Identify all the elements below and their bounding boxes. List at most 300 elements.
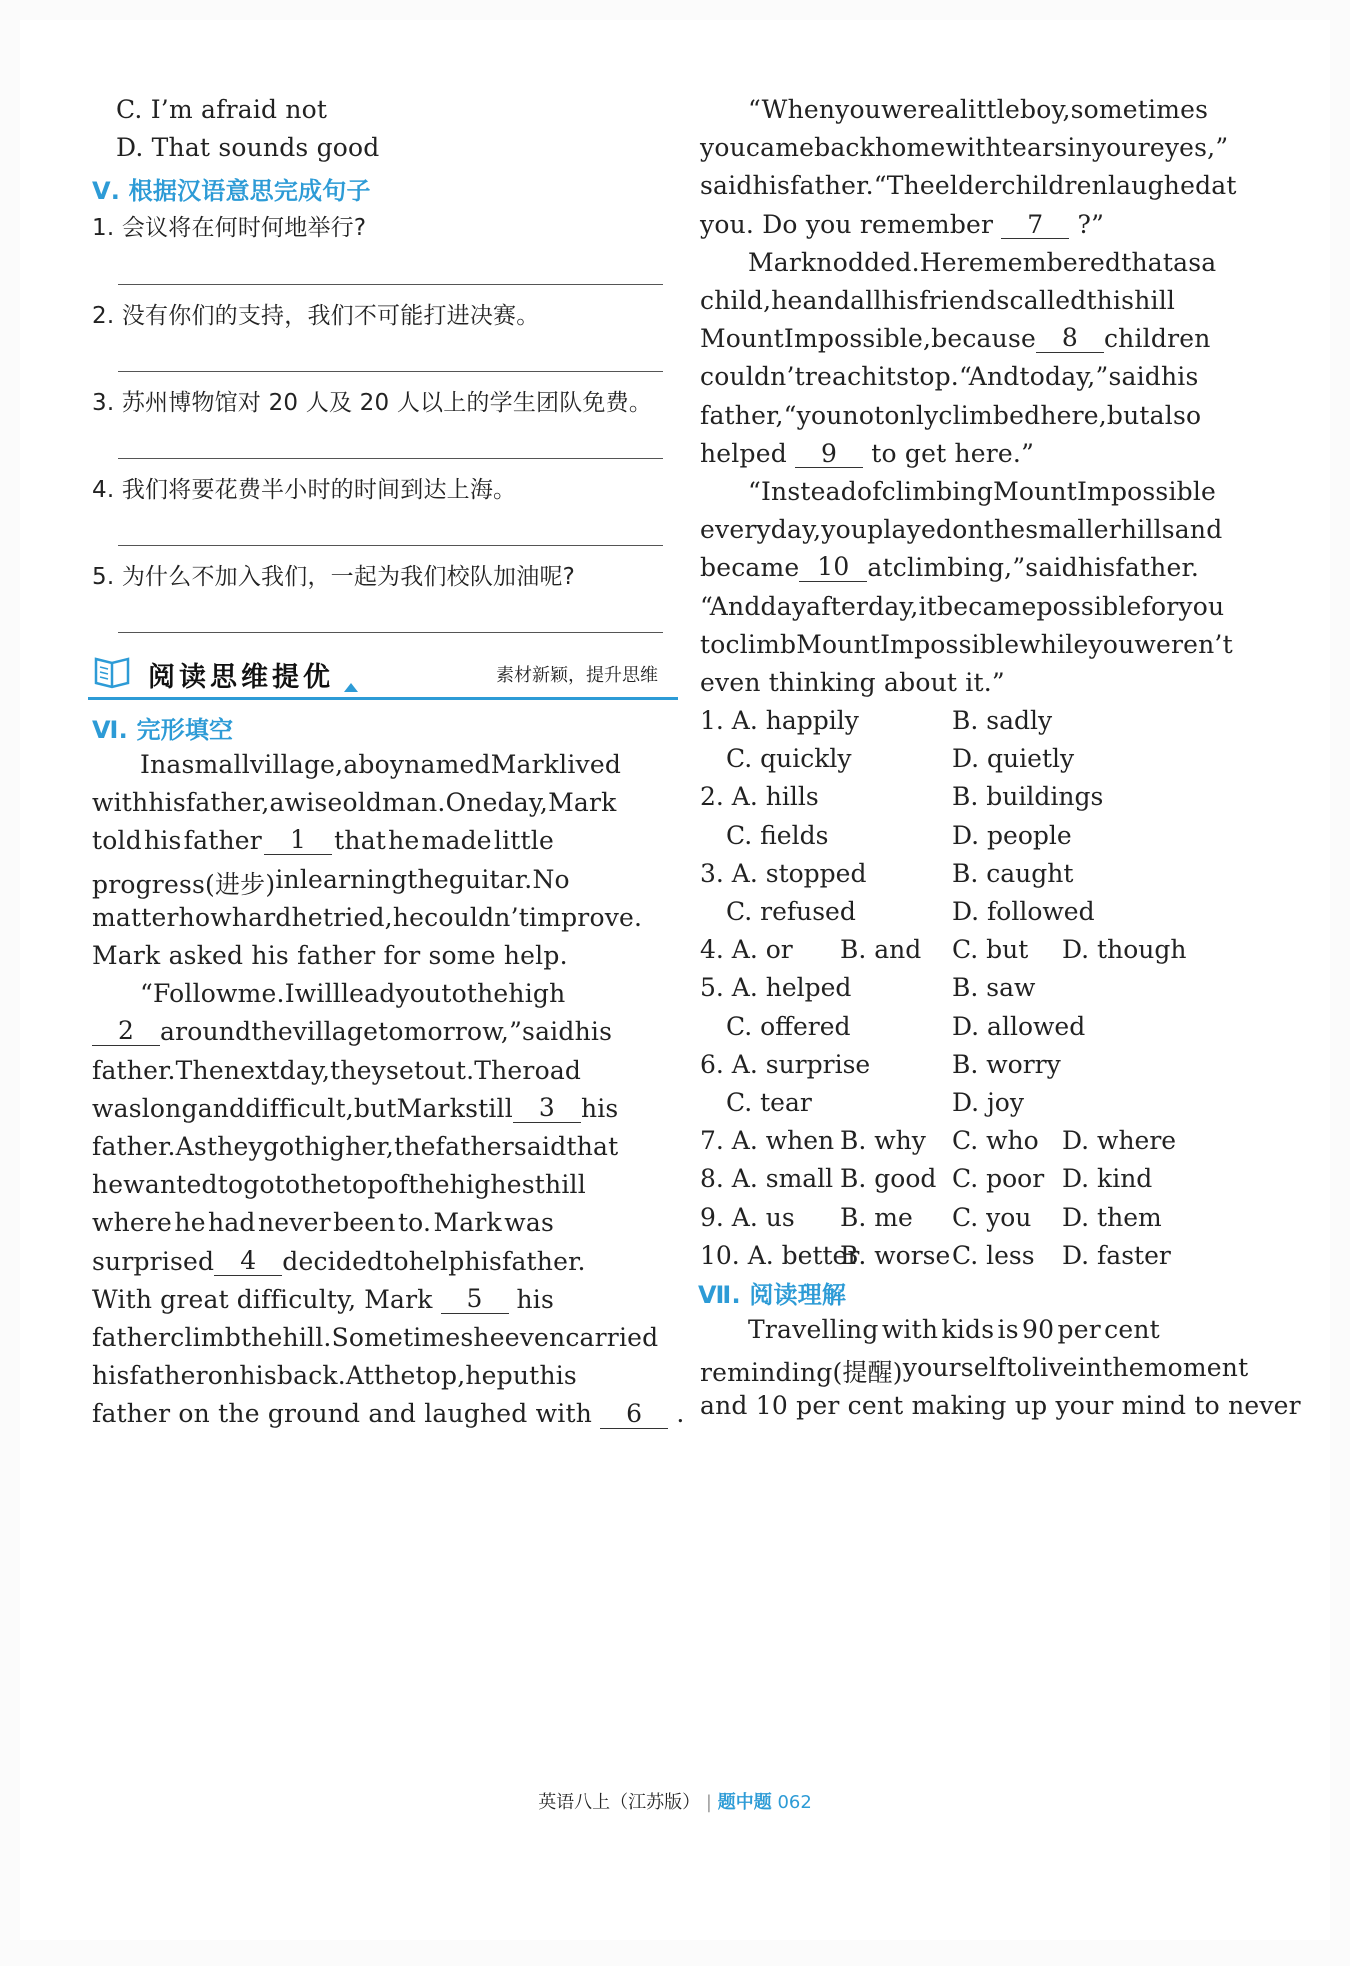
passage-word: with — [535, 1399, 592, 1429]
passage-word: of — [856, 477, 882, 506]
passage-line — [92, 826, 554, 855]
passage-word: father — [92, 1323, 171, 1352]
passage-word: to. — [397, 1208, 432, 1238]
passage-word: hard — [231, 902, 292, 932]
passage-word: kids — [941, 1315, 995, 1344]
passage-word: said — [1025, 553, 1078, 583]
passage-word: how — [178, 902, 232, 932]
passage-word: asked — [168, 941, 244, 970]
passage-line — [748, 247, 1217, 277]
answer-line-1 — [118, 284, 663, 285]
passage-word: live — [1031, 1353, 1078, 1383]
passage-line — [700, 133, 1229, 163]
passage-word: sometimes — [1070, 95, 1209, 124]
passage-word: Mark — [548, 788, 617, 818]
passage-word: today,” — [1019, 362, 1109, 392]
passage-word: put — [496, 1361, 540, 1391]
passage-word: a — [944, 95, 960, 124]
option-choice[interactable]: B. and — [840, 935, 922, 965]
option-choice[interactable]: C. less — [952, 1240, 1035, 1270]
passage-line — [748, 95, 1209, 124]
passage-word: I — [284, 979, 295, 1009]
passage-line — [92, 1245, 586, 1276]
passage-word: the — [407, 864, 449, 894]
passage-line — [700, 552, 1200, 583]
passage-line — [92, 1285, 554, 1314]
passage-line — [700, 1353, 1249, 1389]
passage-word: help — [408, 1246, 465, 1276]
passage-word: that — [1121, 247, 1174, 277]
passage-word: and — [368, 1399, 417, 1429]
section7-title: Ⅶ. 阅读理解 — [698, 1281, 847, 1309]
passage-word: difficulty, — [236, 1284, 357, 1314]
page — [20, 20, 1330, 1940]
passage-word: great — [160, 1284, 229, 1314]
option-choice[interactable]: 5. A. helped — [700, 973, 852, 1003]
passage-word: the — [983, 515, 1026, 545]
passage-line — [700, 668, 1005, 697]
option-choice[interactable]: B. worry — [952, 1049, 1061, 1079]
passage-word: the — [373, 1361, 416, 1391]
passage-word: lead — [340, 979, 396, 1009]
answer-line-5 — [118, 632, 663, 633]
passage-line — [92, 902, 643, 932]
passage-word: higher, — [304, 1132, 395, 1161]
passage-word: father. — [92, 1055, 176, 1085]
passage-word: not — [842, 400, 885, 430]
open-book-icon — [92, 653, 132, 693]
passage-word: the — [394, 1132, 436, 1161]
passage-word: the — [240, 1323, 283, 1352]
passage-word: surprised — [92, 1246, 215, 1276]
option-choice[interactable]: B. me — [840, 1202, 913, 1232]
option-choice[interactable]: B. buildings — [952, 782, 1104, 812]
option-choice[interactable]: D. people — [952, 820, 1072, 850]
option-choice[interactable]: D. allowed — [952, 1011, 1086, 1041]
passage-word: he — [771, 286, 803, 315]
passage-word: for — [383, 941, 421, 970]
passage-word: yourself — [902, 1353, 1007, 1383]
passage-word: cent — [847, 1391, 904, 1421]
passage-word: to — [1194, 1391, 1220, 1421]
passage-word: named — [404, 750, 491, 779]
passage-word: played — [867, 515, 953, 545]
passage-word: me. — [237, 979, 285, 1009]
passage-word: with — [881, 1315, 939, 1344]
passage-word: day, — [279, 1055, 331, 1085]
passage-word: his — [580, 1093, 619, 1123]
option-choice[interactable]: D. them — [1062, 1202, 1162, 1232]
passage-line — [92, 1208, 554, 1237]
passage-line — [92, 1055, 582, 1085]
passage-word: hills — [1120, 515, 1175, 545]
option-choice[interactable]: C. you — [952, 1202, 1032, 1232]
passage-word: Do — [762, 209, 798, 239]
option-choice[interactable]: 4. A. or — [700, 935, 793, 965]
passage-word: that — [334, 826, 387, 856]
option-choice[interactable]: C. fields — [726, 820, 829, 850]
option-choice[interactable]: D. joy — [952, 1088, 1024, 1117]
passage-word: tried, — [322, 902, 393, 932]
passage-word: his — [148, 788, 186, 818]
passage-word: also — [1149, 400, 1202, 430]
option-choice[interactable]: 8. A. small — [700, 1164, 834, 1194]
passage-word: Mount — [700, 324, 784, 354]
passage-line — [700, 210, 1104, 240]
passage-word: came — [745, 133, 815, 163]
option-choice[interactable]: C. refused — [726, 897, 856, 926]
option-choice[interactable]: C. who — [952, 1126, 1039, 1156]
passage-word: he — [388, 826, 420, 856]
passage-word: eyes,” — [1149, 133, 1229, 163]
passage-word: father, — [185, 788, 270, 818]
passage-word: in — [275, 864, 300, 894]
cloze-blank[interactable]: 1 — [264, 826, 332, 855]
passage-word: to — [871, 438, 897, 468]
passage-word: to — [441, 979, 467, 1009]
passage-word: couldn’t — [700, 362, 805, 392]
passage-word: improve. — [528, 902, 643, 932]
passage-line — [748, 1315, 1160, 1344]
passage-word: on — [207, 1361, 240, 1391]
passage-word: you — [1178, 591, 1225, 621]
passage-word: after — [806, 591, 869, 621]
cloze-blank[interactable]: 6 — [600, 1400, 668, 1429]
section5-item-2: 2. 没有你们的支持，我们不可能打进决赛。 — [92, 303, 540, 329]
passage-word: guitar. — [448, 864, 533, 894]
passage-word: help. — [503, 941, 568, 970]
passage-word: back. — [276, 1361, 346, 1391]
passage-word: Mark — [433, 1208, 502, 1238]
passage-word: road — [522, 1055, 582, 1085]
passage-word: a — [166, 750, 182, 779]
passage-word: got — [262, 1132, 305, 1161]
passage-word: been — [333, 1208, 396, 1238]
passage-word: never — [1228, 1391, 1301, 1421]
passage-word: home — [874, 133, 946, 163]
passage-word: “And — [700, 591, 761, 621]
option-choice[interactable]: B. saw — [952, 973, 1036, 1003]
passage-word: climb — [725, 629, 797, 659]
passage-word: his — [464, 1246, 502, 1276]
passage-word: on — [178, 1399, 210, 1429]
passage-word: at — [867, 553, 893, 583]
passage-word: Mark — [748, 247, 817, 277]
passage-word: made — [421, 826, 492, 856]
passage-word: his — [1077, 553, 1116, 583]
option-choice[interactable]: C. quickly — [726, 744, 852, 774]
passage-word: The — [474, 1055, 523, 1085]
passage-word: they — [330, 1055, 387, 1085]
passage-word: nodded. — [816, 247, 920, 277]
passage-word: laughed — [1107, 171, 1212, 201]
passage-word: will — [294, 979, 341, 1009]
passage-word: long — [141, 1093, 198, 1123]
passage-word: the — [218, 1399, 260, 1429]
cloze-blank[interactable]: 2 — [92, 1017, 160, 1046]
passage-word: on — [952, 515, 984, 545]
cloze-blank[interactable]: 10 — [799, 553, 867, 582]
passage-line — [700, 362, 1199, 392]
passage-word: matter — [92, 902, 179, 932]
option-choice[interactable]: C. offered — [726, 1011, 851, 1041]
passage-word: you — [835, 95, 882, 124]
passage-word: top — [341, 1170, 384, 1200]
passage-line — [92, 1323, 659, 1352]
passage-word: father. — [790, 171, 874, 201]
passage-word: with — [92, 788, 149, 818]
passage-word: he — [174, 1208, 206, 1238]
passage-word: called — [1009, 286, 1087, 315]
passage-word: only — [884, 400, 939, 430]
passage-word: elder — [934, 171, 1002, 201]
passage-word: here, — [1040, 400, 1107, 430]
passage-word: were — [881, 95, 945, 124]
passage-word: your — [1055, 1391, 1114, 1421]
passage-word: weren’t — [1134, 629, 1233, 659]
answer-line-3 — [118, 458, 663, 459]
option-choice[interactable]: 7. A. when — [700, 1126, 835, 1156]
option-choice[interactable]: 1. A. happily — [700, 706, 859, 735]
passage-word: Mark — [396, 1093, 466, 1123]
passage-word: back — [814, 133, 875, 163]
passage-word: children — [1103, 324, 1211, 354]
triangle-marker-icon — [344, 683, 358, 692]
passage-word: possible — [1036, 591, 1142, 621]
passage-word: in — [1077, 1353, 1103, 1383]
passage-word: you — [395, 979, 442, 1009]
passage-word: said — [1108, 362, 1161, 392]
passage-word: around — [160, 1017, 252, 1047]
passage-word: top, — [415, 1361, 466, 1391]
prev-option-c: C. I’m afraid not — [116, 95, 328, 124]
passage-word: get — [904, 438, 947, 468]
passage-word: per — [1057, 1315, 1101, 1344]
passage-word: man. — [382, 788, 446, 818]
passage-word: became — [937, 591, 1037, 621]
option-choice[interactable]: D. kind — [1062, 1164, 1153, 1194]
option-choice[interactable]: C. but — [952, 935, 1029, 965]
option-choice[interactable]: B. caught — [952, 858, 1074, 888]
passage-word: thinking — [768, 668, 876, 697]
passage-word: the — [1102, 1353, 1144, 1383]
passage-line — [700, 400, 1202, 430]
passage-word: you — [700, 133, 746, 163]
option-choice[interactable]: B. good — [840, 1164, 937, 1194]
passage-word: as — [1173, 247, 1202, 277]
passage-word: Mark — [364, 1284, 433, 1314]
passage-line — [700, 591, 1225, 621]
passage-word: village, — [249, 750, 344, 779]
passage-line — [700, 515, 1223, 545]
option-choice[interactable]: D. where — [1062, 1126, 1177, 1156]
option-choice[interactable]: B. why — [840, 1126, 926, 1156]
passage-word: the — [466, 979, 509, 1009]
passage-word: he — [92, 1170, 124, 1200]
passage-word: your — [1091, 133, 1150, 163]
passage-word: said — [513, 1132, 567, 1161]
passage-word: his — [239, 1361, 277, 1391]
answer-line-2 — [118, 371, 663, 372]
passage-word: to — [383, 1246, 409, 1276]
section5-item-1: 1. 会议将在何时何地举行? — [92, 215, 367, 241]
passage-word: climbing,” — [892, 553, 1026, 583]
passage-word: “you — [783, 400, 843, 430]
passage-word: Mount — [993, 477, 1077, 506]
section5-item-4: 4. 我们将要花费半小时的时间到达上海。 — [92, 477, 517, 503]
passage-word: was — [92, 1093, 142, 1123]
passage-word: his — [574, 1017, 613, 1047]
prev-option-d: D. That sounds good — [116, 133, 380, 162]
passage-word: day — [760, 591, 807, 621]
passage-word: Impossible, — [783, 324, 932, 354]
passage-word: “Follow — [140, 979, 238, 1009]
passage-word: was — [504, 1208, 554, 1238]
option-choice[interactable]: D. faster — [1062, 1240, 1171, 1270]
option-choice[interactable]: 3. A. stopped — [700, 858, 867, 888]
passage-word: difficult, — [245, 1093, 354, 1123]
passage-word: you — [805, 209, 852, 239]
passage-word: his — [539, 1361, 577, 1391]
option-choice[interactable]: D. followed — [952, 897, 1095, 926]
passage-word: top. — [909, 362, 959, 392]
passage-word: decided — [282, 1246, 384, 1276]
passage-word: next — [223, 1055, 280, 1085]
passage-word: his — [752, 171, 791, 201]
passage-word: wanted — [123, 1170, 218, 1200]
footer-series: 题中题 — [717, 1792, 772, 1813]
option-choice[interactable]: D. though — [1062, 935, 1187, 965]
passage-word: it — [918, 591, 938, 621]
passage-word: he — [392, 902, 425, 932]
passage-line — [92, 788, 617, 818]
banner-underline — [88, 697, 678, 700]
passage-line — [92, 1399, 684, 1429]
passage-word: . — [676, 1399, 685, 1429]
passage-word: laughed — [424, 1399, 528, 1429]
passage-word: lived — [559, 750, 622, 779]
passage-word: here.” — [954, 438, 1035, 468]
passage-word: With — [92, 1284, 153, 1314]
passage-line — [92, 1092, 619, 1123]
passage-word: his — [251, 941, 289, 970]
passage-word: became — [700, 553, 800, 583]
passage-word: progress(进步) — [92, 869, 276, 899]
passage-word: No — [532, 864, 570, 894]
cloze-blank[interactable]: 9 — [795, 440, 863, 469]
passage-line — [700, 1391, 1301, 1420]
passage-word: even — [504, 1323, 566, 1352]
passage-word: friends — [919, 286, 1010, 315]
cloze-blank[interactable]: 7 — [1001, 211, 1069, 240]
passage-word: father — [183, 826, 262, 856]
passage-word: is — [997, 1315, 1019, 1344]
passage-word: hill. — [282, 1323, 332, 1352]
banner-title: 阅读思维提优 — [148, 662, 334, 693]
passage-line — [700, 439, 1034, 469]
option-choice[interactable]: 10. A. better — [700, 1240, 860, 1270]
passage-word: Mount — [796, 629, 881, 659]
passage-word: In — [140, 750, 167, 779]
passage-word: father — [435, 1132, 514, 1161]
option-choice[interactable]: B. sadly — [952, 706, 1053, 735]
passage-word: they — [206, 1132, 263, 1161]
option-choice[interactable]: 2. A. hills — [700, 782, 819, 812]
passage-word: had — [208, 1208, 256, 1238]
passage-word: children — [1001, 171, 1108, 201]
passage-word: climb — [170, 1323, 241, 1352]
passage-word: and — [700, 1391, 748, 1421]
passage-word: Mark — [92, 941, 161, 970]
section5-item-3: 3. 苏州博物馆对 20 人及 20 人以上的学生团队免费。 — [92, 390, 653, 416]
passage-word: father, — [700, 400, 784, 430]
passage-word: in — [1067, 133, 1092, 163]
passage-word: highest — [449, 1170, 546, 1200]
option-choice[interactable]: 6. A. surprise — [700, 1049, 871, 1079]
passage-word: little — [493, 826, 554, 856]
passage-word: to — [217, 1170, 244, 1200]
passage-word: day, — [868, 591, 919, 621]
cloze-blank[interactable]: 5 — [441, 1285, 509, 1314]
passage-word: helped — [700, 438, 787, 468]
passage-line — [748, 477, 1217, 506]
passage-line — [92, 1361, 577, 1391]
passage-word: tears — [1001, 133, 1068, 163]
passage-word: Impossible — [1076, 477, 1217, 506]
passage-word: old — [342, 788, 383, 818]
passage-word: day, — [497, 788, 549, 818]
passage-word: father — [129, 1361, 208, 1391]
option-choice[interactable]: D. quietly — [952, 744, 1075, 774]
passage-word: high — [508, 979, 566, 1009]
option-choice[interactable]: C. poor — [952, 1164, 1045, 1194]
banner-subtitle: 素材新颖，提升思维 — [496, 665, 658, 686]
passage-word: father. — [92, 1132, 176, 1161]
passage-word: he — [465, 1361, 497, 1391]
passage-word: a — [343, 750, 359, 779]
cloze-blank[interactable]: 3 — [513, 1094, 581, 1123]
passage-word: father. — [1115, 553, 1200, 583]
cloze-blank[interactable]: 8 — [1036, 324, 1104, 353]
passage-word: even — [700, 668, 761, 697]
passage-word: the — [300, 1170, 342, 1200]
passage-word: The — [175, 1055, 224, 1085]
passage-word: day, — [770, 515, 822, 545]
option-choice[interactable]: C. tear — [726, 1088, 812, 1117]
passage-word: of — [383, 1170, 409, 1200]
passage-line — [92, 1132, 619, 1161]
passage-word: reminding(提醒) — [700, 1358, 903, 1388]
passage-word: Mark — [490, 750, 560, 779]
passage-word: you — [1088, 629, 1135, 659]
option-choice[interactable]: 9. A. us — [700, 1202, 795, 1232]
passage-word: his — [144, 826, 182, 856]
passage-word: boy, — [1020, 95, 1071, 124]
passage-word: ?” — [1077, 209, 1105, 239]
passage-word: never — [257, 1208, 331, 1238]
passage-word: He — [919, 247, 957, 277]
passage-line — [92, 864, 570, 901]
cloze-blank[interactable]: 4 — [214, 1247, 282, 1276]
option-choice[interactable]: B. worse — [840, 1240, 951, 1270]
passage-word: carried — [565, 1323, 659, 1352]
passage-word: “Instead — [748, 477, 857, 506]
passage-word: hill — [1134, 286, 1176, 315]
passage-word: father — [297, 941, 376, 970]
passage-word: Sometimes — [331, 1323, 474, 1352]
passage-word: told — [92, 826, 142, 856]
passage-word: couldn’t — [424, 902, 529, 932]
